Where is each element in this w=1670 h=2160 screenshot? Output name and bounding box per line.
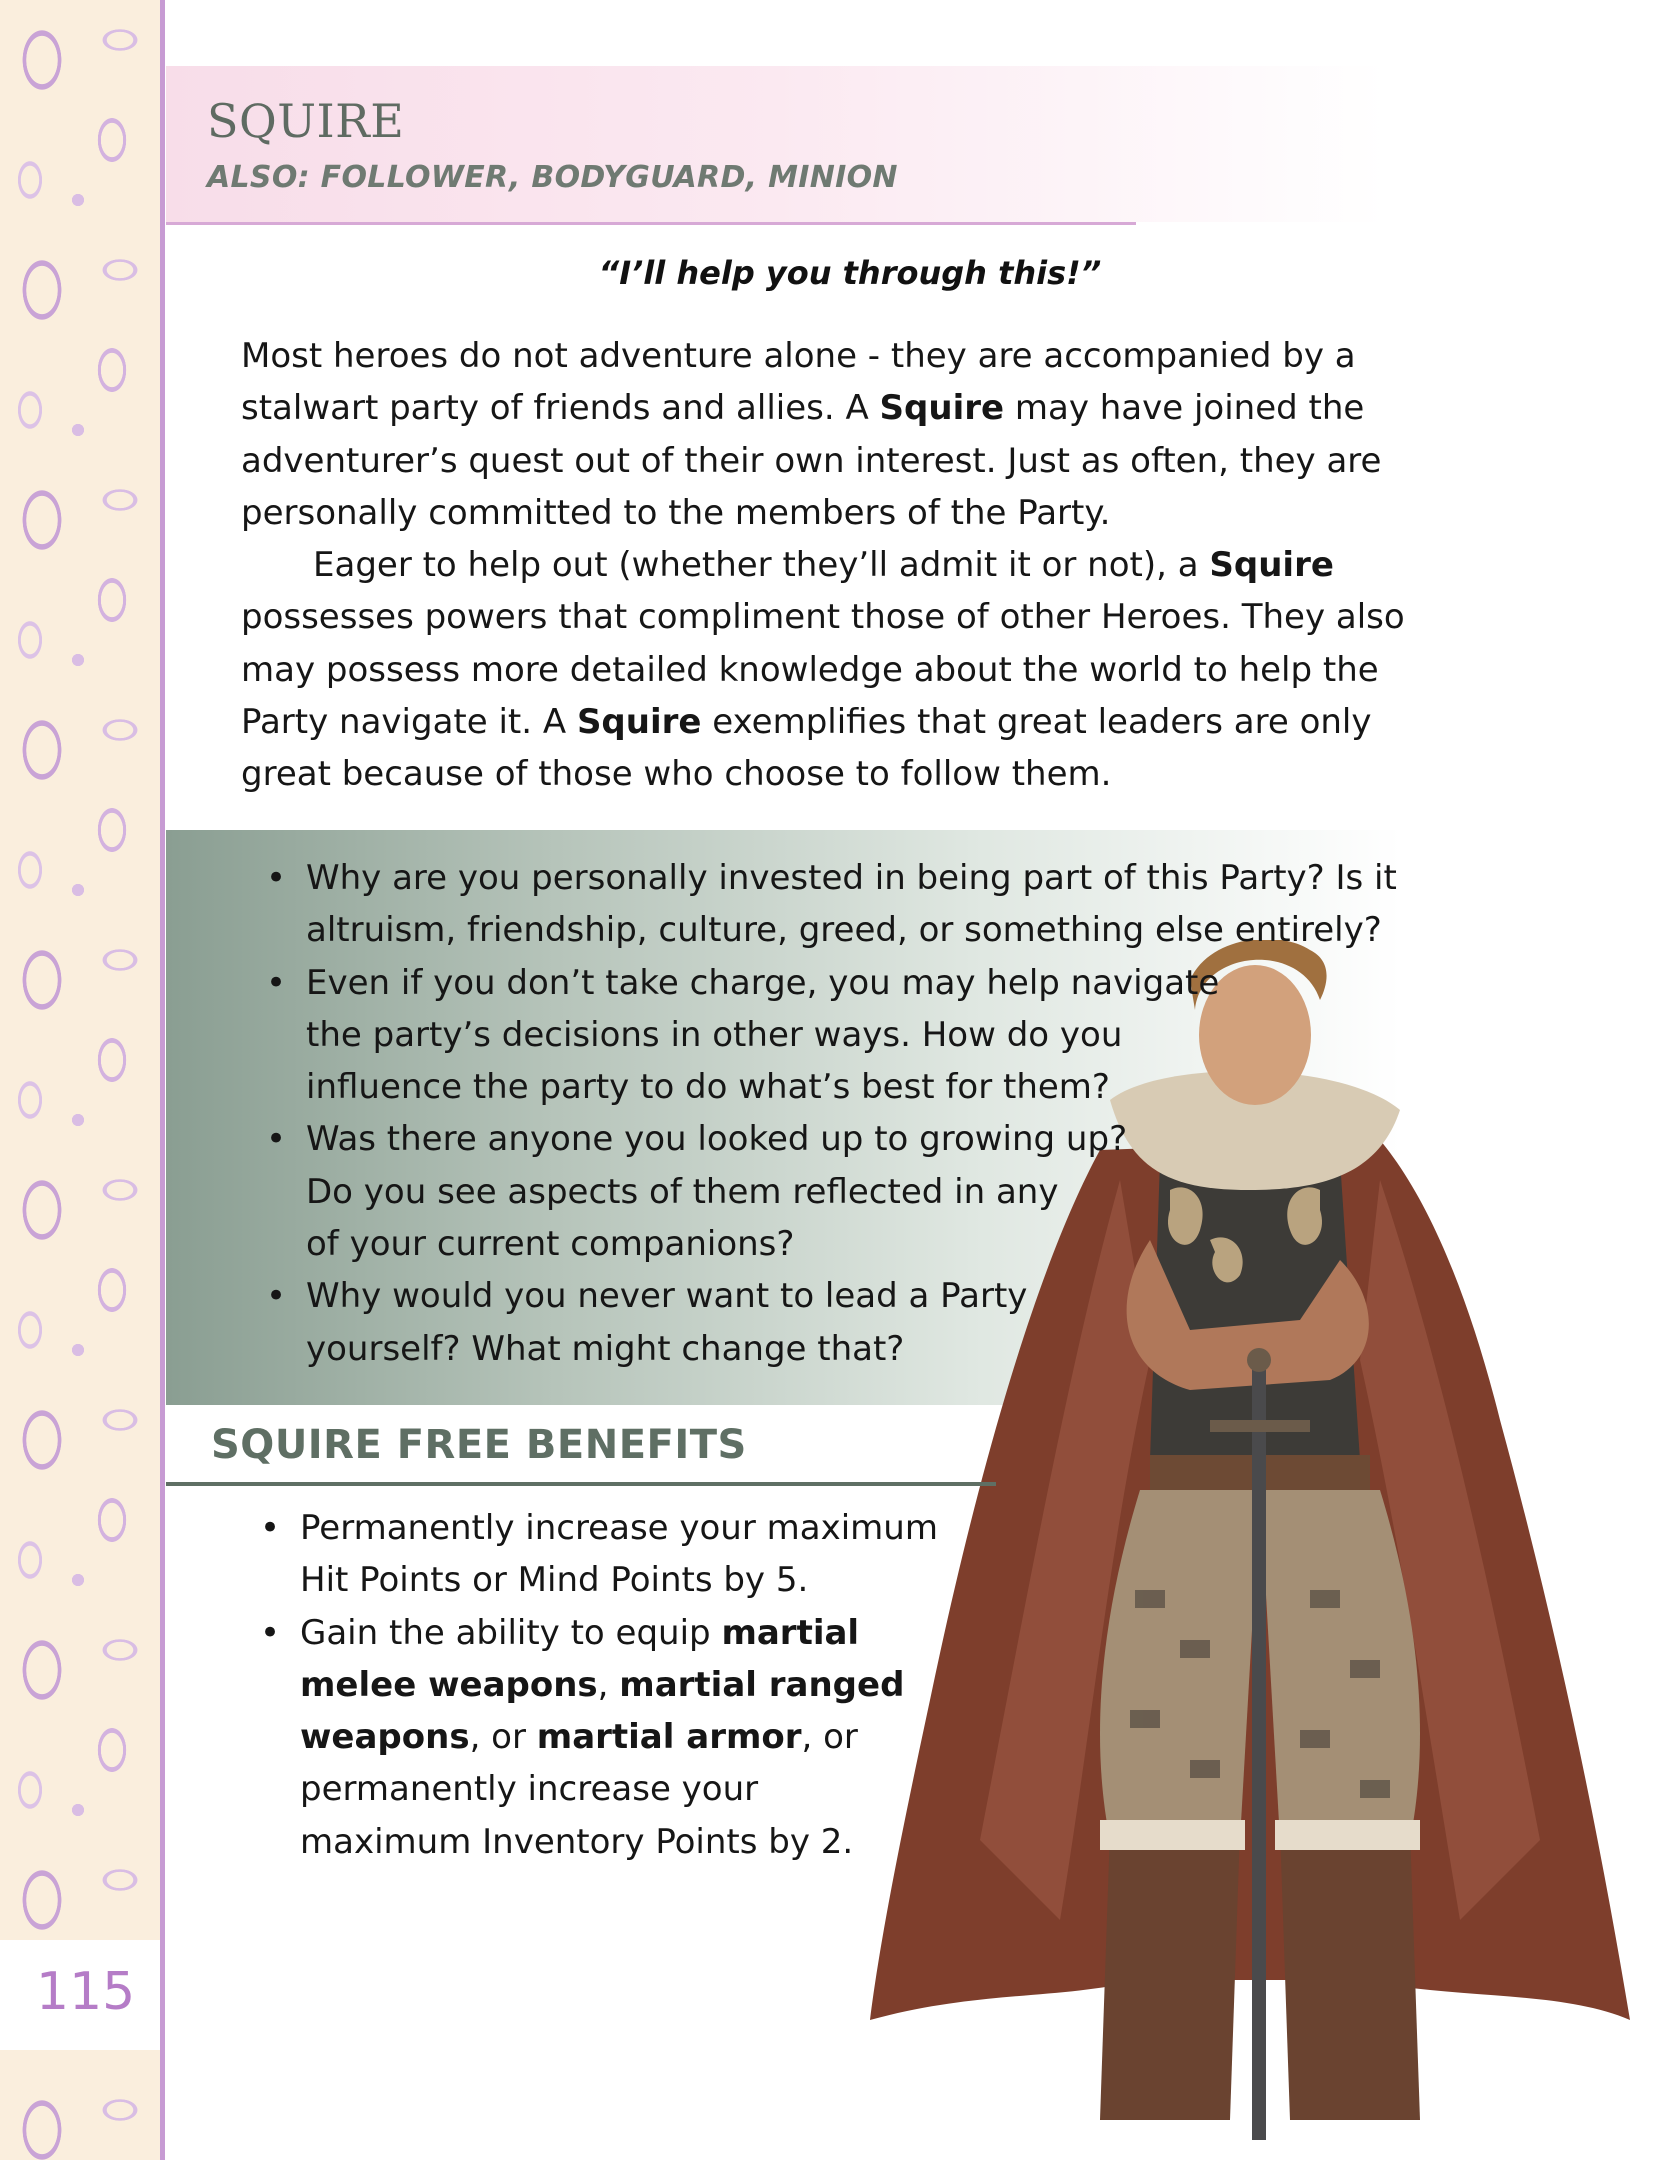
question-item [266,852,1397,957]
keyword-martial-armor: martial armor [536,1717,802,1758]
bullet-icon: • [266,1276,287,1317]
question-line: yourself? What might change that? [306,1328,905,1369]
benefit-line [300,1659,938,1711]
intro-text-run: Eager to help out (whether they’ll admit it or not), a [313,545,1210,586]
keyword-squire: Squire [576,702,702,743]
intro-text-run: possesses powers that compliment those of other Heroes. They also may possess more detailed knowledge about the world to help the Party navigate it. A [241,597,1405,743]
intro-text-run: exemplifies that great leaders are only great because of those who choose to follow them. [241,702,1372,795]
question-item [266,1113,1397,1270]
benefit-item [260,1502,938,1607]
bullet-icon: • [266,858,287,898]
bullet-icon: • [260,1612,281,1653]
question-line: influence the party to do what’s best for them? [306,1067,1110,1108]
intro-text-run: Most heroes do not adventure alone - they are accompanied by a stalwart party of friends and allies. A [241,336,1356,429]
benefits-rule [166,1482,996,1486]
keyword-martial-ranged: martial ranged [619,1664,905,1705]
class-title: SQUIRE [207,94,405,148]
benefit-text-run: Gain the ability to equip [300,1612,722,1653]
benefit-line: maximum Inventory Points by 2. [300,1821,854,1862]
benefit-text-run: , [597,1664,620,1705]
page-number: 115 [36,1962,136,2022]
title-underline [166,222,1136,225]
reflection-questions [266,852,1397,1375]
benefit-line: Permanently increase your maximum [300,1508,938,1548]
keyword-melee-weapons: melee weapons [300,1664,598,1705]
question-line: of your current companions? [306,1224,795,1265]
benefit-line: Hit Points or Mind Points by 5. [300,1560,809,1601]
keyword-squire: Squire [1209,545,1334,586]
benefit-text-run: , or [801,1717,858,1758]
bullet-icon: • [266,962,287,1003]
paisley-sidebar [0,0,160,2160]
question-line: Why are you personally invested in being part of this Party? Is it [306,858,1397,898]
class-quote: “I’ll help you through this!” [598,254,1102,292]
keyword-squire: Squire [879,388,1005,429]
bullet-icon: • [260,1508,281,1548]
benefit-text-run: , or [469,1717,537,1758]
benefits-heading: SQUIRE FREE BENEFITS [211,1422,747,1468]
bullet-icon: • [266,1119,287,1160]
intro-text [241,330,1421,801]
keyword-weapons: weapons [300,1717,470,1758]
benefit-line [300,1711,938,1763]
question-line: Do you see aspects of them reflected in any [306,1171,1059,1212]
benefits-list [260,1502,938,1868]
question-line: altruism, friendship, culture, greed, or something else entirely? [306,910,1382,951]
benefit-line [300,1607,938,1659]
question-item [266,957,1397,1114]
question-item [266,1270,1397,1375]
intro-paragraph-2 [241,539,1421,800]
question-line: the party’s decisions in other ways. How do you [306,1014,1123,1055]
class-aliases: ALSO: FOLLOWER, BODYGUARD, MINION [207,160,898,195]
sidebar-divider [160,0,165,2160]
question-line: Was there anyone you looked up to growing up? [306,1119,1128,1160]
benefit-line: permanently increase your [300,1769,759,1810]
intro-paragraph-1 [241,330,1421,539]
question-line: Even if you don’t take charge, you may help navigate [306,962,1220,1003]
question-line: Why would you never want to lead a Party [306,1276,1028,1317]
intro-text-run: may have joined the adventurer’s quest out of their own interest. Just as often, they are personally committed to the members of the Party. [241,388,1382,533]
keyword-martial: martial [721,1612,860,1653]
benefit-item [260,1607,938,1868]
